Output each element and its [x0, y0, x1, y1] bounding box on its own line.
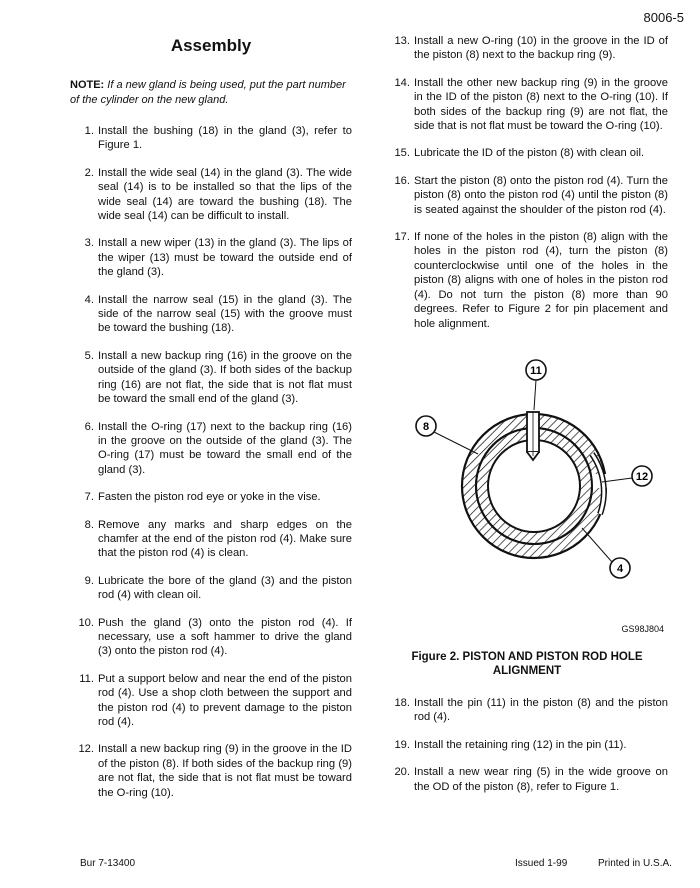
step-number: 7. [84, 491, 94, 504]
step-item [70, 166, 352, 224]
step-number: 20. [394, 766, 410, 779]
piston-diagram [386, 344, 668, 634]
step-number: 4. [84, 293, 94, 306]
step-text: Push the gland (3) onto the piston rod (4). If necessary, use a soft hammer to drive the gland (3) onto the piston rod (4). [98, 616, 352, 658]
step-item [386, 34, 668, 63]
step-text: Install the narrow seal (15) in the gland (3). The side of the narrow seal (15) with the groove must be toward the bushing (18). [98, 293, 352, 335]
step-text: Remove any marks and sharp edges on the chamfer at the end of the piston rod (4). Make sure that the piston rod (4) is clean. [98, 518, 352, 560]
step-item [386, 146, 668, 160]
step-number: 19. [394, 738, 410, 751]
step-number: 6. [84, 420, 94, 433]
step-item [386, 230, 668, 331]
right-column [386, 34, 668, 807]
step-number: 11. [79, 672, 94, 685]
step-text: Lubricate the ID of the piston (8) with clean oil. [414, 147, 645, 160]
step-text: If none of the holes in the piston (8) align with the holes in the piston rod (4), turn the piston (8) counterclockwise until one of the holes in the piston (8) aligns with one of holes in the piston rod (4). Do not turn the piston (8) more than 90 degrees. Refer to Figure 2 for pin placement and hole alignment. [414, 231, 668, 330]
step-text: Install a new backup ring (9) in the groove in the ID of the piston (8). If both sides of the backup ring (9) are not flat, the side that is not flat must be toward the O-ring (10). [98, 743, 352, 799]
step-number: 15. [394, 147, 410, 160]
step-item [70, 518, 352, 561]
step-text: Install the retaining ring (12) in the pin (11). [414, 738, 627, 751]
footer-doc-number: Bur 7-13400 [80, 858, 136, 869]
step-number: 9. [84, 574, 94, 587]
step-item [70, 672, 352, 730]
note [70, 78, 352, 108]
step-text: Start the piston (8) onto the piston rod (4). Turn the piston (8) onto the piston rod (4) until the piston (8) is seated against the shoulder of the piston rod (4). [414, 174, 668, 216]
step-item [70, 742, 352, 800]
step-number: 17. [394, 231, 410, 244]
right-step-list-top [386, 34, 668, 331]
step-number: 5. [84, 349, 94, 362]
step-number: 3. [84, 237, 94, 250]
step-item [70, 124, 352, 153]
step-item [386, 765, 668, 794]
callout-4: 4 [616, 562, 624, 575]
step-number: 16. [394, 174, 410, 187]
step-item [70, 616, 352, 659]
right-step-list-bottom [386, 696, 668, 794]
step-item [70, 490, 352, 504]
step-text: Install a new O-ring (10) in the groove in the ID of the piston (8) next to the backup ring (9). [414, 35, 668, 62]
step-item [70, 236, 352, 279]
step-text: Fasten the piston rod eye or yoke in the vise. [98, 491, 321, 504]
figure-id: GS98J804 [621, 623, 664, 634]
step-item [70, 574, 352, 603]
step-number: 14. [394, 76, 410, 89]
note-label: NOTE: [70, 79, 105, 91]
step-text: Put a support below and near the end of the piston rod (4). Use a shop cloth between the support and the piston rod (4) to prevent damage to the piston rod (4). [98, 672, 352, 728]
step-number: 8. [84, 518, 94, 531]
callout-8: 8 [422, 420, 430, 433]
step-text: Install the pin (11) in the piston (8) and the piston rod (4). [414, 696, 668, 724]
step-number: 10. [78, 616, 94, 629]
step-text: Install the O-ring (17) next to the backup ring (16) in the groove on the outside of the gland (3). The O-ring (17) must be toward the small end of the gland (3). [98, 420, 352, 476]
page-number: 8006-5 [643, 10, 684, 25]
step-number: 18. [394, 696, 410, 709]
step-number: 1. [84, 125, 94, 137]
step-item [70, 293, 352, 336]
figure-2 [386, 344, 668, 634]
section-heading: Assembly [170, 36, 252, 55]
step-item [386, 696, 668, 725]
step-item [386, 738, 668, 752]
figure-caption: Figure 2. PISTON AND PISTON ROD HOLE ALIGNMENT [411, 650, 643, 677]
step-number: 2. [84, 166, 94, 179]
step-text: Lubricate the bore of the gland (3) and the piston rod (4) with clean oil. [98, 574, 352, 602]
step-item [70, 349, 352, 407]
step-number: 13. [394, 35, 410, 47]
step-item [386, 174, 668, 217]
left-step-list [70, 124, 352, 800]
step-text: Install the bushing (18) in the gland (3), refer to Figure 1. [98, 125, 352, 152]
left-column [70, 34, 352, 813]
step-item [70, 420, 352, 478]
step-text: Install a new wear ring (5) in the wide groove on the OD of the piston (8), refer to Figure 1. [414, 766, 668, 793]
note-text: If a new gland is being used, put the part number of the cylinder on the new gland. [70, 79, 346, 106]
step-text: Install a new backup ring (16) in the groove on the outside of the gland (3). If both sides of the backup ring (16) are not flat, the side that is not flat must be toward the small end of the gland (3). [98, 349, 352, 406]
pin [527, 412, 539, 460]
step-text: Install a new wiper (13) in the gland (3). The lips of the wiper (13) must be toward the outside end of the gland (3). [98, 237, 352, 279]
step-text: Install the wide seal (14) in the gland (3). The wide seal (14) is to be installed so that the lips of the wide seal (14) are toward the bushing (18). The wide seal (14) can be difficult to install. [98, 166, 352, 223]
step-text: Install the other new backup ring (9) in the groove in the ID of the piston (8) next to the O-ring (10). If both sides of the backup ring (9) are not flat, the side that is not flat must be toward the O-ring (10). [414, 76, 668, 133]
callout-11: 11 [530, 364, 542, 377]
step-item [386, 76, 668, 134]
step-number: 12. [78, 743, 94, 756]
footer-issued: Issued 1-99 [515, 858, 568, 869]
callout-12: 12 [635, 470, 649, 483]
footer-printed: Printed in U.S.A. [598, 858, 672, 869]
